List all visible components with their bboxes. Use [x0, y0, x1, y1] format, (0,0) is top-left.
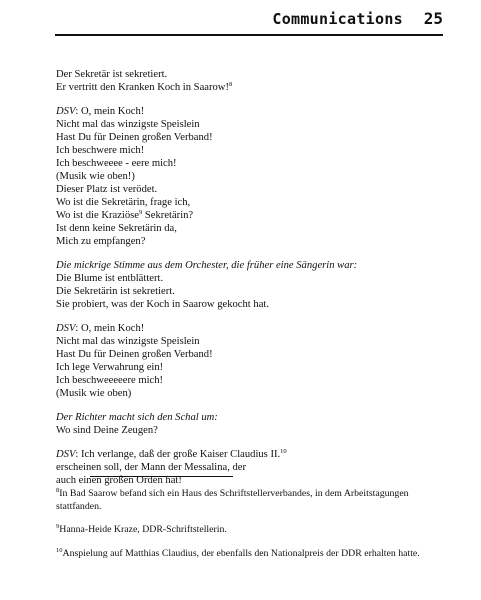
text-line — [56, 81, 456, 94]
footnote-text: stattfanden. — [56, 500, 102, 512]
text-segment: : O, mein Koch! — [75, 106, 145, 117]
footnote-ref-10: 10 — [280, 448, 287, 455]
footnote-number: 9 — [56, 523, 60, 530]
footnote-9 — [56, 524, 456, 537]
speaker-name: DSV — [56, 449, 76, 460]
stage-direction: Der Richter macht sich den Schal um: — [56, 412, 218, 423]
footnotes — [56, 488, 456, 571]
text-line: Hast Du für Deinen großen Verband! — [56, 349, 213, 360]
text-line: Ist denn keine Sekretärin da, — [56, 223, 177, 234]
text-line — [56, 488, 456, 501]
paragraph-judge — [56, 411, 456, 437]
running-header — [55, 10, 443, 40]
footnote-number: 8 — [56, 487, 60, 494]
text-line — [56, 448, 456, 461]
main-text — [56, 68, 456, 498]
footnote-text: In Bad Saarow befand sich ein Haus des Schriftstellerverbandes, in dem Arbeitstagungen — [59, 488, 409, 499]
text-line: Nicht mal das winzigste Speislein — [56, 336, 200, 347]
paragraph-orchestra — [56, 259, 456, 311]
text-line: Hast Du für Deinen großen Verband! — [56, 132, 213, 143]
footnote-ref-8: 8 — [228, 81, 233, 88]
speaker-name: DSV — [56, 106, 76, 117]
text-line: Mich zu empfangen? — [56, 236, 146, 247]
text-segment: : O, mein Koch! — [75, 323, 145, 334]
text-line: Sie probiert, was der Koch in Saarow gekocht hat. — [56, 299, 269, 310]
text-segment: Er vertritt den Kranken Koch in Saarow! — [56, 82, 229, 93]
text-line — [56, 209, 456, 222]
text-line: Wo ist die Sekretärin, frage ich, — [56, 197, 191, 208]
speaker-name: DSV — [56, 323, 76, 334]
text-line: (Musik wie oben!) — [56, 171, 135, 182]
text-line — [56, 524, 456, 537]
text-line: Nicht mal das winzigste Speislein — [56, 119, 200, 130]
footnote-ref-9: 9 — [139, 209, 143, 216]
text-line: Ich beschweeee - eere mich! — [56, 158, 177, 169]
header-rule — [55, 34, 443, 36]
text-line: Ich beschweeeeere mich! — [56, 375, 164, 386]
text-segment: Wo ist die Kraziöse — [56, 210, 139, 221]
text-line: auch einen großen Orden hat! — [56, 475, 182, 486]
text-line: Ich beschwere mich! — [56, 145, 145, 156]
footnote-10 — [56, 548, 456, 561]
stage-direction: Die mickrige Stimme aus dem Orchester, die früher eine Sängerin war: — [56, 260, 358, 271]
paragraph-dsv-1 — [56, 105, 456, 248]
text-line: Die Blume ist entblättert. — [56, 273, 164, 284]
footnote-text: Hanna-Heide Kraze, DDR-Schriftstellerin. — [59, 524, 227, 535]
text-line — [56, 548, 456, 561]
page-number: 25 — [423, 9, 443, 28]
footnote-number: 10 — [56, 546, 63, 554]
paragraph-dsv-3 — [56, 448, 456, 487]
text-line — [56, 322, 456, 335]
header-title: Communications — [272, 10, 403, 28]
text-line: (Musik wie oben) — [56, 388, 132, 399]
paragraph-dsv-2 — [56, 322, 456, 400]
text-line: Wo sind Deine Zeugen? — [56, 425, 158, 436]
text-line — [56, 105, 456, 118]
paragraph-intro — [56, 68, 456, 94]
text-segment: Sekretärin? — [142, 210, 194, 221]
text-line: erscheinen soll, der Mann der Messalina, der — [56, 462, 247, 473]
text-line: Ich lege Verwahrung ein! — [56, 362, 164, 373]
text-line: Der Sekretär ist sekretiert. — [56, 69, 168, 80]
footnote-separator — [90, 476, 233, 477]
footnote-8 — [56, 488, 456, 513]
text-segment: : Ich verlange, daß der große Kaiser Claudius II. — [75, 449, 281, 460]
text-line: Dieser Platz ist verödet. — [56, 184, 158, 195]
footnote-text: Anspielung auf Matthias Claudius, der ebenfalls den Nationalpreis der DDR erhalten hatte. — [62, 547, 420, 559]
text-line: Die Sekretärin ist sekretiert. — [56, 286, 175, 297]
